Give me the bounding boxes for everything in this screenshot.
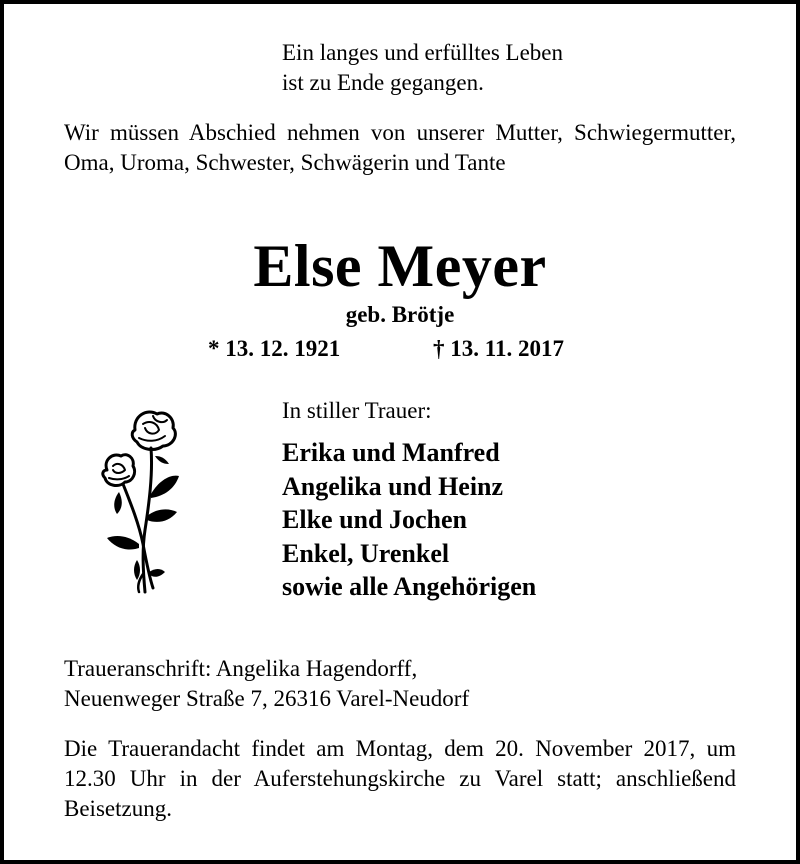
service-info: Die Trauerandacht findet am Montag, dem 20. November 2017, um 12.30 Uhr in der Auferstehungskirche zu Varel statt; anschließend Beisetzung. [64,736,736,821]
motto-line-1: Ein langes und erfülltes Leben [282,40,564,65]
deceased-name: Else Meyer [253,233,547,299]
address-line-1: Traueranschrift: Angelika Hagendorff, [64,656,418,681]
death-date: † 13. 11. 2017 [433,336,564,361]
mourner: sowie alle Angehörigen [282,572,537,601]
mourners-list [282,436,536,604]
mourning-label: In stiller Trauer: [282,398,432,423]
mourner: Angelika und Heinz [282,471,504,501]
motto [282,38,563,98]
birth-date: * 13. 12. 1921 [208,336,341,361]
motto-line-2: ist zu Ende gegangen. [282,70,484,95]
maiden-name: geb. Brötje [345,302,455,327]
farewell-text: Wir müssen Abschied nehmen von unserer Mutter, Schwiegermutter, Oma, Uroma, Schwester, Schwägerin und Tante [64,120,736,175]
mourning-address [64,654,469,714]
mourner: Elke und Jochen [282,505,467,534]
mourner: Enkel, Urenkel [282,538,450,568]
address-line-2: Neuenweger Straße 7, 26316 Varel-Neudorf [64,686,470,711]
rose-icon [93,404,185,598]
mourner: Erika und Manfred [282,438,500,467]
